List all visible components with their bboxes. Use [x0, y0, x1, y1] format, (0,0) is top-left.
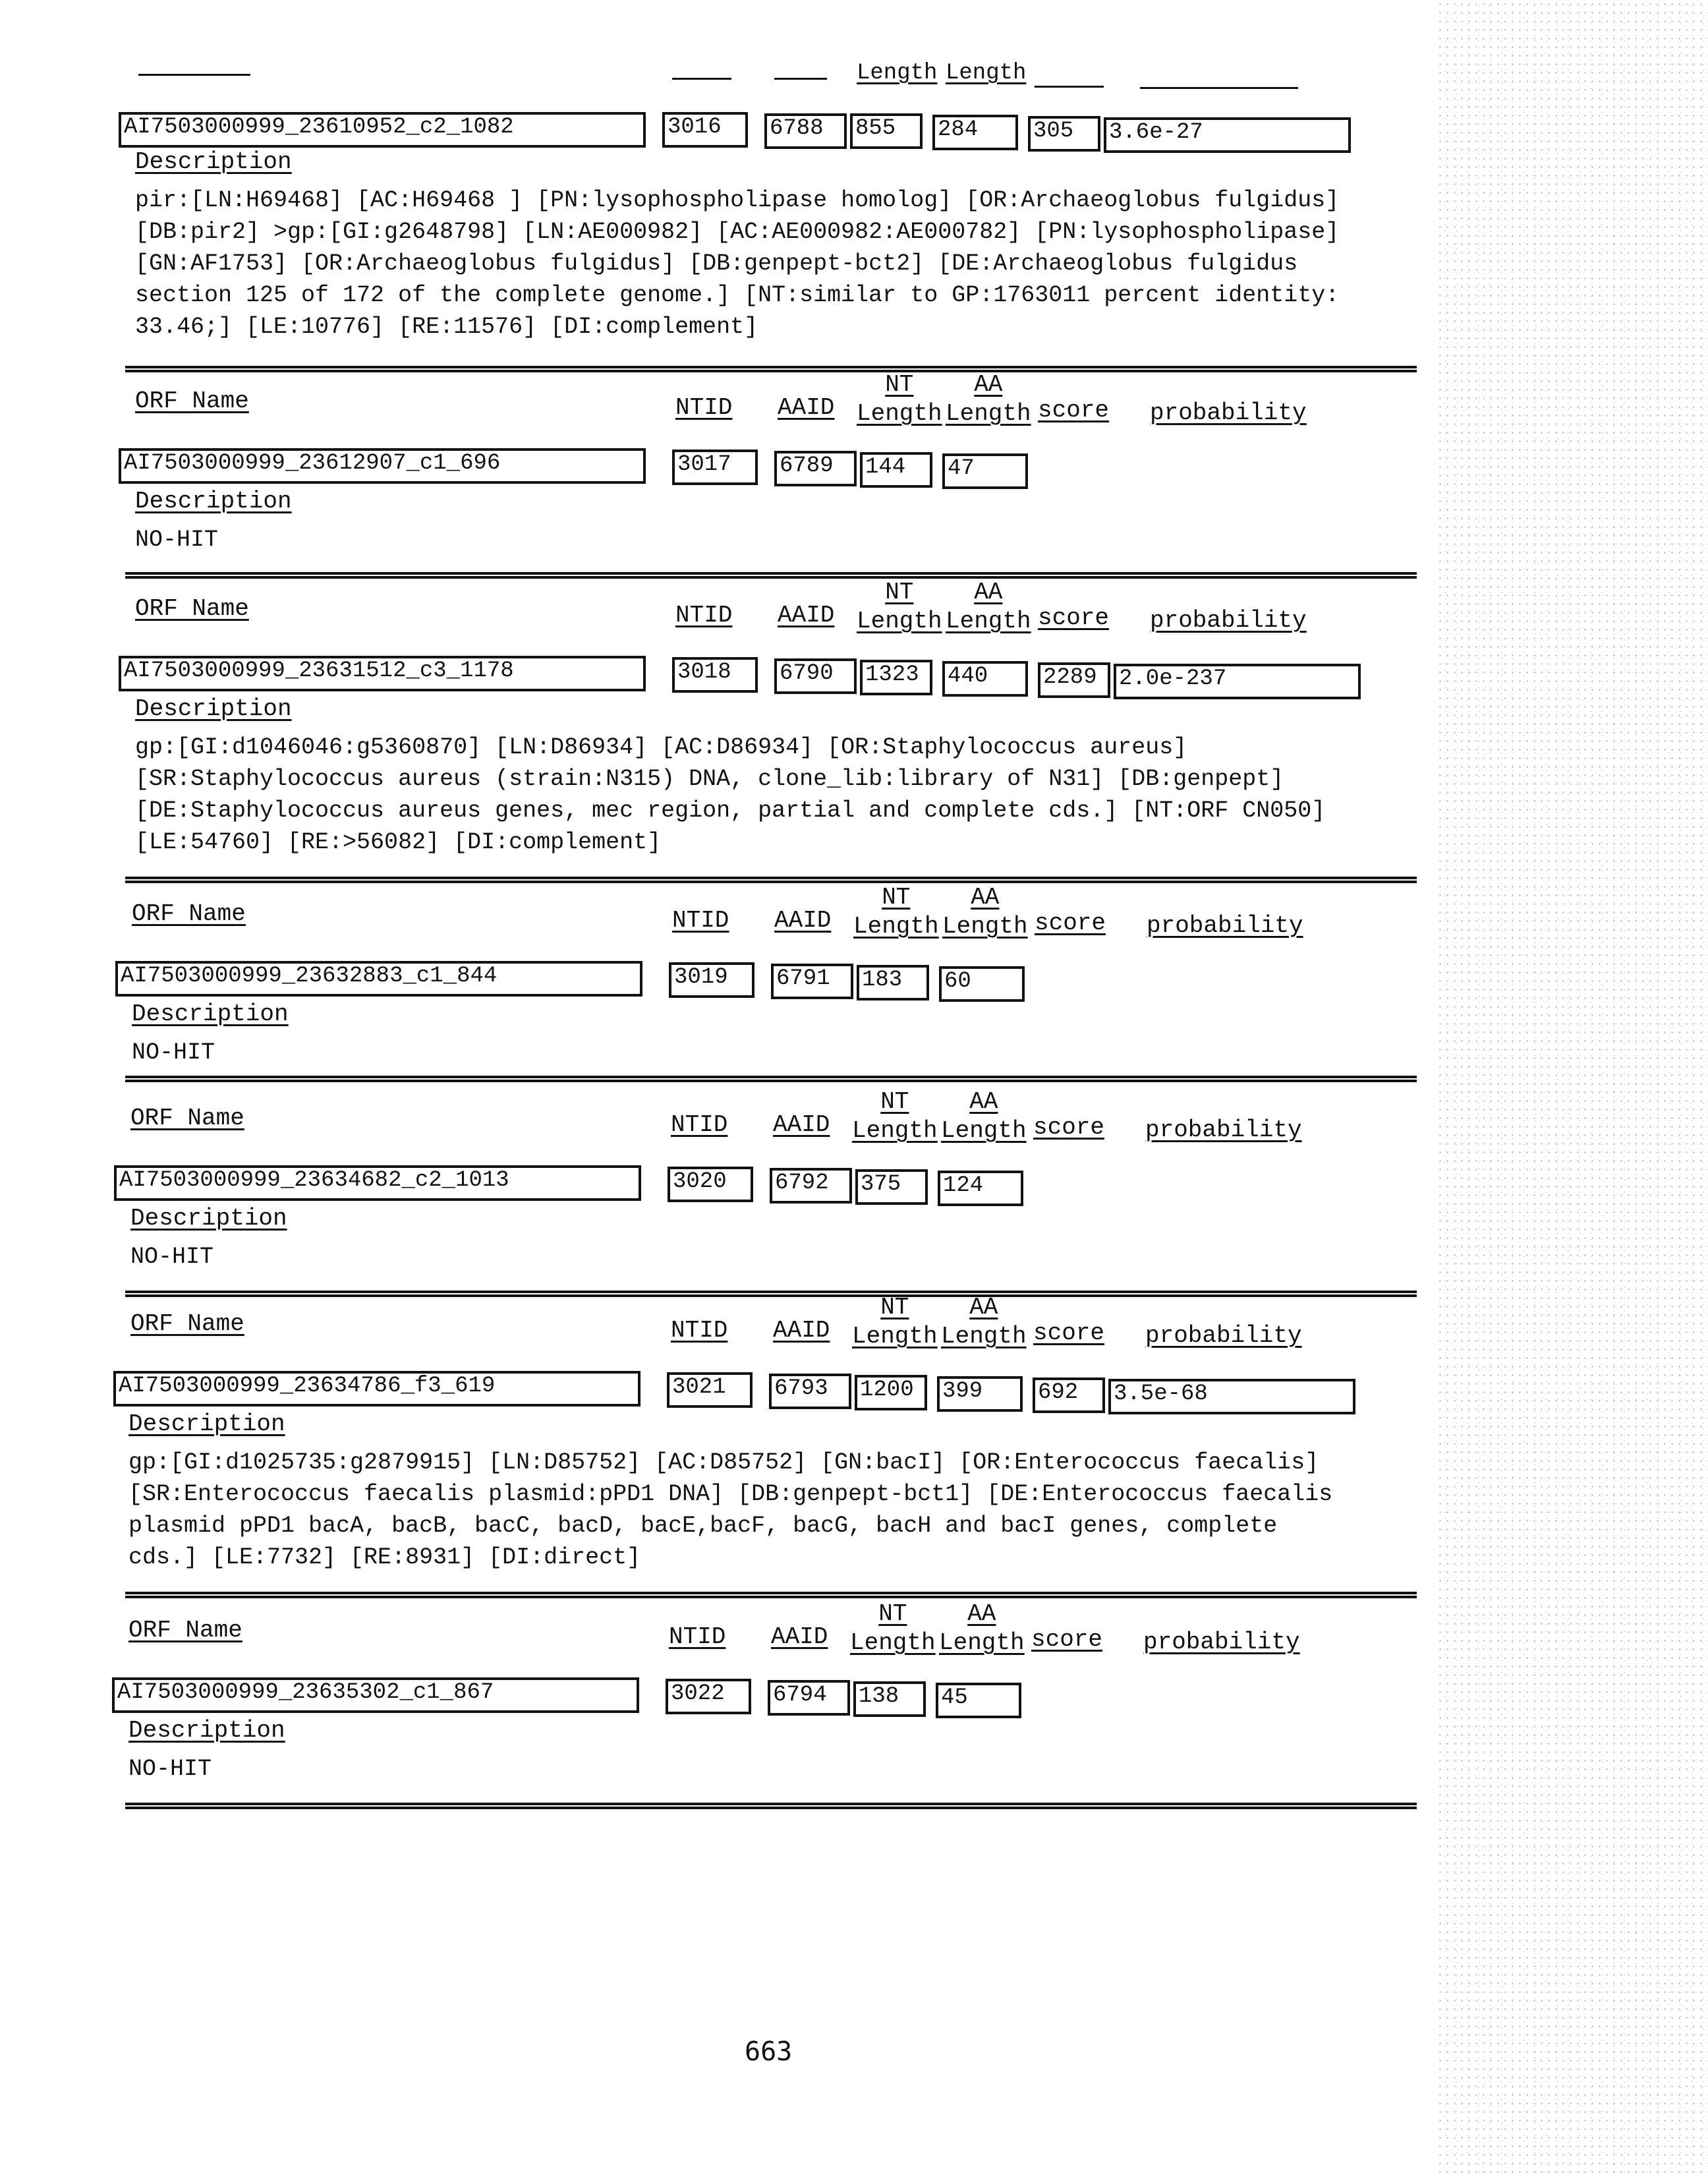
- header-orf-name: ORF Name: [130, 1310, 244, 1337]
- header-aaid: AAID: [773, 1111, 830, 1138]
- aaid-field: 6794: [768, 1680, 850, 1716]
- description-text: NO-HIT: [128, 1756, 212, 1782]
- aa-length-field: 124: [938, 1171, 1023, 1206]
- header-orf-name: ORF Name: [130, 1105, 244, 1132]
- aaid-field: 6789: [774, 451, 857, 486]
- header-score: score: [1035, 910, 1106, 937]
- header-nt-length: NT Length: [852, 1294, 938, 1350]
- header-orf-name: ORF Name: [135, 595, 249, 622]
- header-probability: probability: [1147, 912, 1303, 939]
- header-aaid: AAID: [773, 1317, 830, 1344]
- description-text: gp:[GI:d1046046:g5360870] [LN:D86934] [AC:D86934] [OR:Staphylococcus aureus] [SR:Staphylococcus aureus (strain:N315) DNA, clone_lib:library of N31] [DB:genpept] [DE:Staphylococcus aureus genes, mec region, partial and complete cds.] [NT:ORF CN050] [LE:54760] [RE:>56082] [DI:complement]: [135, 734, 1326, 856]
- header-aa-length: AA Length: [946, 371, 1031, 427]
- header-ntid: NTID: [671, 1111, 728, 1138]
- description-text: pir:[LN:H69468] [AC:H69468 ] [PN:lysophospholipase homolog] [OR:Archaeoglobus fulgidus] [DB:pir2] >gp:[GI:g2648798] [LN:AE000982] [AC:AE000982:AE000782] [PN:lysophospholipase] [GN:AF1753] [OR:Archaeoglobus fulgidus] [DB:genpept-bct2] [DE:Archaeoglobus fulgidus section 125 of 172 of the complete genome.] [NT:similar to GP:1763011 percent identity: 33.46;] [LE:10776] [RE:11576] [DI:complement]: [135, 187, 1340, 340]
- description-label: Description: [135, 488, 292, 515]
- orf-name-field: AI7503000999_23612907_c1_696: [119, 448, 646, 484]
- nt-length-field: 183: [857, 965, 929, 1000]
- aaid-field: 6793: [769, 1374, 851, 1409]
- ntid-field: 3018: [672, 657, 758, 693]
- probability-field: 3.5e-68: [1108, 1379, 1355, 1414]
- header-score: score: [1038, 397, 1110, 424]
- aaid-field: 6788: [764, 113, 847, 149]
- header-probability: probability: [1150, 399, 1307, 426]
- aaid-field: 6790: [774, 658, 857, 694]
- ntid-field: 3016: [662, 112, 748, 148]
- header-aa-length: AA Length: [946, 579, 1031, 635]
- orf-name-field: AI7503000999_23635302_c1_867: [112, 1677, 639, 1713]
- nt-length-field: 375: [855, 1169, 928, 1205]
- description-label: Description: [128, 1717, 285, 1744]
- header-ntid: NTID: [675, 602, 733, 629]
- orf-name-field: AI7503000999_23634786_f3_619: [113, 1371, 640, 1406]
- header-orf-name: ORF Name: [135, 388, 249, 415]
- orf-name-field: AI7503000999_23631512_c3_1178: [119, 656, 646, 691]
- score-field: 692: [1033, 1378, 1105, 1413]
- record-divider: [125, 366, 1417, 372]
- ntid-field: 3017: [672, 450, 758, 485]
- orf-name-field: AI7503000999_23634682_c2_1013: [114, 1165, 641, 1201]
- record-divider: [125, 1592, 1417, 1598]
- ntid-field: 3022: [666, 1679, 751, 1714]
- ntid-field: 3021: [667, 1372, 753, 1408]
- aaid-field: 6792: [770, 1168, 852, 1204]
- header-probability: probability: [1150, 607, 1307, 634]
- header-ntid: NTID: [672, 907, 729, 934]
- ntid-field: 3019: [669, 962, 754, 998]
- header-nt-length: NT Length: [850, 1600, 936, 1656]
- header-nt-length: NT Length: [857, 579, 942, 635]
- description-label: Description: [135, 695, 292, 722]
- nt-length-field: 855: [850, 113, 923, 149]
- record-divider: [125, 1803, 1417, 1809]
- header-aaid: AAID: [778, 602, 835, 629]
- ntid-field: 3020: [668, 1167, 753, 1202]
- header-orf-name: ORF Name: [128, 1617, 242, 1644]
- header-orf-name: ORF Name: [132, 900, 246, 927]
- aa-length-field: 284: [932, 115, 1018, 150]
- header-probability: probability: [1145, 1116, 1302, 1144]
- header-aaid: AAID: [778, 394, 835, 421]
- description-label: Description: [132, 1000, 289, 1028]
- aaid-field: 6791: [771, 964, 853, 999]
- header-aa-length: AA Length: [941, 1294, 1027, 1350]
- header-ntid: NTID: [669, 1623, 726, 1650]
- scan-noise-strip: [1437, 0, 1708, 2175]
- header-ntid: NTID: [675, 394, 733, 421]
- header-probability: probability: [1143, 1629, 1300, 1656]
- description-text: NO-HIT: [132, 1039, 215, 1066]
- header-aa-length: AA Length: [939, 1600, 1025, 1656]
- description-label: Description: [135, 148, 292, 175]
- orf-name-field: AI7503000999_23610952_c2_1082: [119, 112, 646, 148]
- header-nt-length: NT Length: [857, 371, 942, 427]
- nt-length-field: 1200: [855, 1375, 927, 1410]
- header-aa-length: AA Length: [942, 884, 1028, 940]
- nt-length-field: 138: [853, 1681, 926, 1717]
- orf-name-field: AI7503000999_23632883_c1_844: [115, 961, 642, 997]
- header-aaid: AAID: [771, 1623, 828, 1650]
- aa-length-field: 399: [937, 1376, 1023, 1412]
- record-divider: [125, 1076, 1417, 1082]
- description-text: gp:[GI:d1025735:g2879915] [LN:D85752] [AC:D85752] [GN:bacI] [OR:Enterococcus faecalis] [SR:Enterococcus faecalis plasmid:pPD1 DNA] [DB:genpept-bct1] [DE:Enterococcus faecalis plasmid pPD1 bacA, bacB, bacC, bacD, bacE,bacF, bacG, bacH and bacI genes, complete cds.] [LE:7732] [RE:8931] [DI:direct]: [128, 1449, 1333, 1571]
- header-aa-length: AA Length: [941, 1088, 1027, 1144]
- description-text: NO-HIT: [135, 527, 219, 553]
- header-nt-length: NT Length: [853, 884, 939, 940]
- aa-length-field: 60: [939, 966, 1025, 1002]
- header-aa-length-partial: Length: [946, 61, 1027, 86]
- header-ntid: NTID: [671, 1317, 728, 1344]
- aa-length-field: 47: [942, 453, 1028, 489]
- record-divider: [125, 1290, 1417, 1297]
- probability-field: 3.6e-27: [1104, 117, 1351, 153]
- score-field: 2289: [1038, 662, 1110, 698]
- description-label: Description: [128, 1410, 285, 1437]
- description-text: NO-HIT: [130, 1244, 214, 1270]
- probability-field: 2.0e-237: [1114, 664, 1361, 699]
- record-divider: [125, 572, 1417, 579]
- header-probability: probability: [1145, 1322, 1302, 1349]
- page-number: 663: [745, 2037, 793, 2067]
- aa-length-field: 45: [936, 1683, 1021, 1718]
- aa-length-field: 440: [942, 661, 1028, 697]
- nt-length-field: 1323: [860, 660, 932, 695]
- header-score: score: [1038, 604, 1110, 631]
- header-score: score: [1033, 1320, 1105, 1347]
- header-nt-length-partial: Length: [857, 61, 938, 86]
- header-aaid: AAID: [774, 907, 832, 934]
- header-score: score: [1033, 1114, 1105, 1141]
- header-nt-length: NT Length: [852, 1088, 938, 1144]
- header-score: score: [1031, 1626, 1103, 1653]
- score-field: 305: [1028, 116, 1100, 152]
- record-divider: [125, 877, 1417, 883]
- nt-length-field: 144: [860, 452, 932, 488]
- description-label: Description: [130, 1205, 287, 1232]
